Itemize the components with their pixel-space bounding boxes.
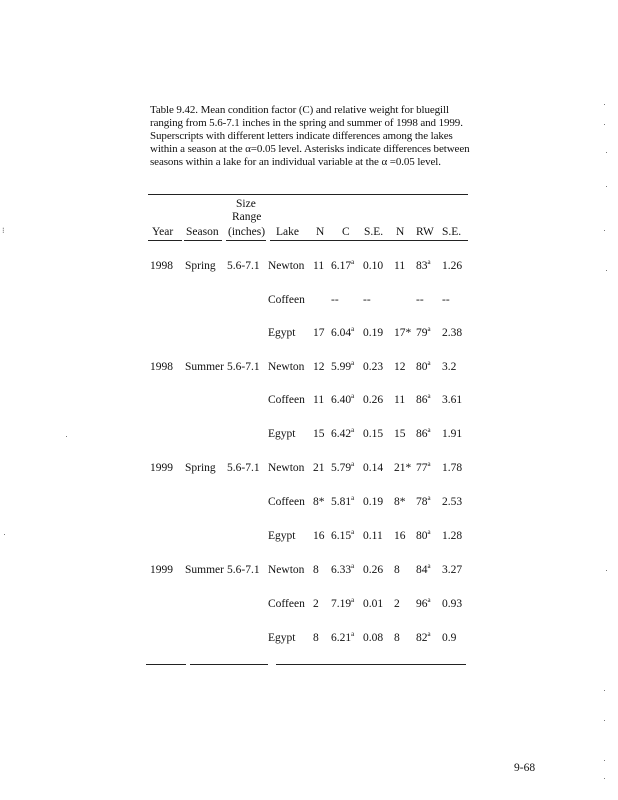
cell-n2	[394, 564, 400, 576]
cell-se2-value: 2.38	[442, 327, 463, 339]
cell-lake-value: Newton	[268, 361, 305, 373]
cell-c	[331, 598, 354, 610]
cell-rw-superscript: a	[427, 426, 431, 435]
cell-se1-value: 0.14	[363, 462, 384, 474]
cell-rw-superscript: a	[427, 562, 431, 571]
cell-se1-value: 0.26	[363, 394, 384, 406]
scan-speck	[606, 270, 607, 271]
cell-se1-value: 0.23	[363, 361, 384, 373]
header-year: Year	[152, 226, 174, 238]
cell-season-value: Summer	[185, 361, 224, 373]
header-rule-range	[226, 240, 266, 241]
cell-rw-value: 84	[416, 564, 428, 576]
cell-rw-superscript: a	[427, 494, 431, 503]
cell-n1	[313, 428, 325, 440]
cell-c-value: 5.99	[331, 361, 352, 373]
cell-n2-value: 17*	[394, 327, 412, 339]
cell-year-value: 1998	[150, 361, 173, 373]
cell-c-superscript: a	[351, 325, 355, 334]
cell-rw-value: 78	[416, 496, 428, 508]
cell-n1	[313, 327, 325, 339]
scan-speck	[604, 124, 605, 125]
cell-lake	[268, 598, 305, 610]
cell-c	[331, 564, 354, 576]
cell-lake	[268, 564, 304, 576]
cell-n1-value: 16	[313, 530, 325, 542]
scan-speck	[606, 570, 607, 571]
cell-n1-value: 11	[313, 394, 325, 406]
cell-n2-value: 16	[394, 530, 406, 542]
cell-lake	[268, 428, 295, 440]
cell-n2	[394, 327, 411, 339]
cell-se2	[442, 294, 450, 306]
cell-n1-value: 8	[313, 632, 319, 644]
header-lake: Lake	[276, 226, 299, 238]
cell-n2-value: 8	[394, 564, 400, 576]
cell-rw-superscript: a	[427, 359, 431, 368]
cell-se2-value: 3.27	[442, 564, 463, 576]
cell-se2-value: 0.9	[442, 632, 457, 644]
cell-rw-value: 80	[416, 361, 428, 373]
cell-se1-value: 0.19	[363, 327, 384, 339]
cell-se2-value: 1.91	[442, 428, 463, 440]
cell-se1-value: 0.08	[363, 632, 384, 644]
cell-rw	[416, 564, 431, 576]
cell-lake	[268, 260, 304, 272]
cell-season	[185, 462, 216, 474]
cell-n2-value: 8	[394, 632, 400, 644]
cell-year-value: 1999	[150, 462, 173, 474]
cell-se2-value: 1.28	[442, 530, 463, 542]
cell-c	[331, 361, 354, 373]
cell-c	[331, 530, 354, 542]
cell-se1-value: 0.01	[363, 598, 384, 610]
cell-lake	[268, 462, 304, 474]
cell-lake-value: Egypt	[268, 327, 296, 339]
cell-n2-value: 15	[394, 428, 406, 440]
scan-speck	[604, 720, 605, 721]
cell-year	[150, 260, 173, 272]
scan-speck	[606, 152, 607, 153]
cell-se2-value: --	[442, 294, 450, 306]
cell-n1-value: 8	[313, 564, 319, 576]
cell-rw-value: 82	[416, 632, 428, 644]
cell-n1-value: 2	[313, 598, 319, 610]
cell-se2	[442, 462, 462, 474]
cell-rw-value: 96	[416, 598, 428, 610]
cell-lake	[268, 530, 295, 542]
cell-se1	[363, 564, 383, 576]
header-rule-year	[148, 240, 182, 241]
cell-se1	[363, 428, 383, 440]
cell-n2	[394, 428, 406, 440]
cell-lake	[268, 632, 295, 644]
cell-year-value: 1998	[150, 260, 173, 272]
cell-c-value: --	[331, 294, 339, 306]
cell-range-value: 5.6-7.1	[227, 260, 260, 272]
cell-rw-superscript: a	[427, 460, 431, 469]
scan-speck	[604, 778, 605, 779]
cell-lake-value: Coffeen	[268, 496, 305, 508]
cell-n2	[394, 496, 406, 508]
cell-rw-value: 77	[416, 462, 428, 474]
cell-season	[185, 361, 224, 373]
cell-n1-value: 17	[313, 327, 325, 339]
cell-rw-value: 80	[416, 530, 428, 542]
cell-se1	[363, 496, 383, 508]
cell-lake-value: Egypt	[268, 428, 296, 440]
scan-speck	[604, 230, 605, 231]
cell-rw	[416, 294, 424, 306]
cell-se1	[363, 327, 383, 339]
cell-n1-value: 8*	[313, 496, 325, 508]
cell-year	[150, 361, 173, 373]
cell-lake-value: Egypt	[268, 632, 296, 644]
cell-se2	[442, 394, 462, 406]
header-se1: S.E.	[364, 226, 384, 238]
cell-season	[185, 260, 216, 272]
header-inches: (inches)	[228, 226, 266, 238]
cell-c-superscript: a	[351, 258, 355, 267]
cell-c-value: 5.81	[331, 496, 352, 508]
cell-c-superscript: a	[351, 528, 355, 537]
scan-speck	[604, 760, 605, 761]
cell-rw	[416, 530, 431, 542]
cell-c-superscript: a	[351, 596, 355, 605]
cell-se1	[363, 530, 383, 542]
cell-se1-value: 0.10	[363, 260, 384, 272]
caption-rule	[148, 194, 468, 195]
cell-rw-superscript: a	[427, 528, 431, 537]
header-rw: RW	[416, 226, 434, 238]
cell-se2	[442, 260, 462, 272]
cell-lake-value: Egypt	[268, 530, 296, 542]
cell-season	[185, 564, 224, 576]
cell-range	[227, 462, 260, 474]
cell-rw	[416, 462, 431, 474]
cell-lake-value: Newton	[268, 462, 305, 474]
cell-c-value: 6.40	[331, 394, 352, 406]
cell-se1	[363, 361, 383, 373]
bottom-rule-mid	[190, 664, 268, 665]
cell-n2	[394, 530, 406, 542]
cell-n2-value: 8*	[394, 496, 406, 508]
scan-speck	[66, 436, 67, 437]
cell-n1-value: 21	[313, 462, 325, 474]
cell-se1-value: --	[363, 294, 371, 306]
cell-rw	[416, 496, 431, 508]
cell-se2	[442, 632, 456, 644]
cell-rw-value: 83	[416, 260, 428, 272]
cell-c-value: 6.21	[331, 632, 352, 644]
cell-se2-value: 3.2	[442, 361, 457, 373]
cell-rw	[416, 428, 431, 440]
cell-se2	[442, 598, 462, 610]
cell-lake	[268, 361, 304, 373]
cell-range-value: 5.6-7.1	[227, 462, 260, 474]
cell-rw-superscript: a	[427, 596, 431, 605]
cell-rw-superscript: a	[427, 325, 431, 334]
bottom-rule-right	[276, 664, 466, 665]
cell-se2-value: 0.93	[442, 598, 463, 610]
cell-n1-value: 15	[313, 428, 325, 440]
cell-c	[331, 428, 354, 440]
cell-rw	[416, 260, 431, 272]
header-range: Range	[232, 211, 262, 223]
header-c: C	[342, 226, 350, 238]
cell-se1-value: 0.19	[363, 496, 384, 508]
cell-lake-value: Coffeen	[268, 598, 305, 610]
header-n2: N	[396, 226, 405, 238]
cell-range-value: 5.6-7.1	[227, 564, 260, 576]
cell-rw	[416, 361, 431, 373]
cell-se2-value: 2.53	[442, 496, 463, 508]
cell-se2	[442, 327, 462, 339]
cell-n2	[394, 632, 400, 644]
cell-se2	[442, 361, 456, 373]
cell-c-superscript: a	[351, 426, 355, 435]
cell-se2-value: 1.78	[442, 462, 463, 474]
cell-c	[331, 394, 354, 406]
cell-c-value: 6.17	[331, 260, 352, 272]
header-se2: S.E.	[442, 226, 462, 238]
header-n1: N	[316, 226, 325, 238]
cell-se2	[442, 428, 462, 440]
cell-n2-value: 21*	[394, 462, 412, 474]
cell-se1	[363, 394, 383, 406]
cell-se2	[442, 564, 462, 576]
cell-c-superscript: a	[351, 460, 355, 469]
cell-c	[331, 632, 354, 644]
cell-n2	[394, 598, 400, 610]
cell-se2	[442, 496, 462, 508]
scan-speck	[606, 186, 607, 187]
cell-se1	[363, 260, 383, 272]
scan-speck	[604, 690, 605, 691]
cell-rw-superscript: a	[427, 392, 431, 401]
cell-se1-value: 0.11	[363, 530, 383, 542]
header-season: Season	[186, 226, 219, 238]
cell-se1	[363, 462, 383, 474]
cell-se1-value: 0.26	[363, 564, 384, 576]
cell-rw-value: 86	[416, 394, 428, 406]
cell-c-superscript: a	[351, 562, 355, 571]
cell-c-value: 7.19	[331, 598, 352, 610]
cell-n1	[313, 530, 325, 542]
cell-c	[331, 327, 354, 339]
cell-se1-value: 0.15	[363, 428, 384, 440]
cell-year	[150, 564, 173, 576]
cell-n2	[394, 462, 411, 474]
cell-range	[227, 564, 260, 576]
cell-c-value: 6.33	[331, 564, 352, 576]
table-caption: Table 9.42. Mean condition factor (C) and relative weight for bluegill ranging from 5.6-7.1 inches in the spring and summer of 1998 and 1999. Superscripts with different letters indicate differences among the lakes within a season at the α=0.05 level. Asterisks indicate differences between seasons within a lake for an individual variable at the α =0.05 level.	[150, 104, 470, 168]
cell-lake	[268, 394, 305, 406]
cell-c-value: 6.04	[331, 327, 352, 339]
cell-n2-value: 2	[394, 598, 400, 610]
cell-range	[227, 260, 260, 272]
cell-rw-superscript: a	[427, 258, 431, 267]
cell-rw-value: 79	[416, 327, 428, 339]
cell-c-superscript: a	[351, 494, 355, 503]
cell-n1	[313, 564, 319, 576]
cell-range-value: 5.6-7.1	[227, 361, 260, 373]
cell-n1	[313, 394, 324, 406]
cell-year-value: 1999	[150, 564, 173, 576]
cell-n2-value: 11	[394, 260, 406, 272]
cell-n2	[394, 361, 406, 373]
cell-se2-value: 3.61	[442, 394, 463, 406]
header-rule-values	[270, 240, 468, 241]
cell-rw	[416, 632, 431, 644]
cell-n1	[313, 632, 319, 644]
cell-c	[331, 260, 354, 272]
cell-c-superscript: a	[351, 392, 355, 401]
cell-n1-value: 11	[313, 260, 325, 272]
cell-n2-value: 12	[394, 361, 406, 373]
cell-n1-value: 12	[313, 361, 325, 373]
cell-lake-value: Coffeen	[268, 294, 305, 306]
cell-c-value: 6.42	[331, 428, 352, 440]
cell-lake-value: Newton	[268, 564, 305, 576]
scan-speck	[4, 534, 5, 535]
cell-n1	[313, 598, 319, 610]
cell-c	[331, 496, 354, 508]
cell-season-value: Summer	[185, 564, 224, 576]
header-rule-season	[184, 240, 222, 241]
cell-lake	[268, 496, 305, 508]
cell-n2	[394, 394, 405, 406]
cell-rw	[416, 327, 431, 339]
cell-lake-value: Newton	[268, 260, 305, 272]
cell-n1	[313, 361, 325, 373]
cell-se1	[363, 632, 383, 644]
cell-n1	[313, 496, 325, 508]
cell-se2-value: 1.26	[442, 260, 463, 272]
cell-range	[227, 361, 260, 373]
cell-rw-superscript: a	[427, 630, 431, 639]
cell-c-value: 6.15	[331, 530, 352, 542]
cell-c-value: 5.79	[331, 462, 352, 474]
cell-lake	[268, 294, 305, 306]
page-number: 9-68	[514, 762, 536, 774]
cell-n1	[313, 462, 325, 474]
cell-rw-value: --	[416, 294, 424, 306]
cell-se1	[363, 294, 371, 306]
cell-n1	[313, 260, 324, 272]
cell-rw-value: 86	[416, 428, 428, 440]
margin-mark-icon: ⁝	[2, 226, 5, 235]
cell-se1	[363, 598, 383, 610]
cell-c	[331, 294, 339, 306]
cell-se2	[442, 530, 462, 542]
cell-season-value: Spring	[185, 462, 216, 474]
cell-n2-value: 11	[394, 394, 406, 406]
cell-c-superscript: a	[351, 630, 355, 639]
cell-rw	[416, 394, 431, 406]
cell-rw	[416, 598, 431, 610]
cell-n2	[394, 260, 405, 272]
bottom-rule-left	[146, 664, 186, 665]
cell-c	[331, 462, 354, 474]
scan-speck	[604, 104, 605, 105]
cell-c-superscript: a	[351, 359, 355, 368]
cell-year	[150, 462, 173, 474]
header-size: Size	[236, 198, 256, 210]
cell-lake-value: Coffeen	[268, 394, 305, 406]
cell-lake	[268, 327, 295, 339]
cell-season-value: Spring	[185, 260, 216, 272]
